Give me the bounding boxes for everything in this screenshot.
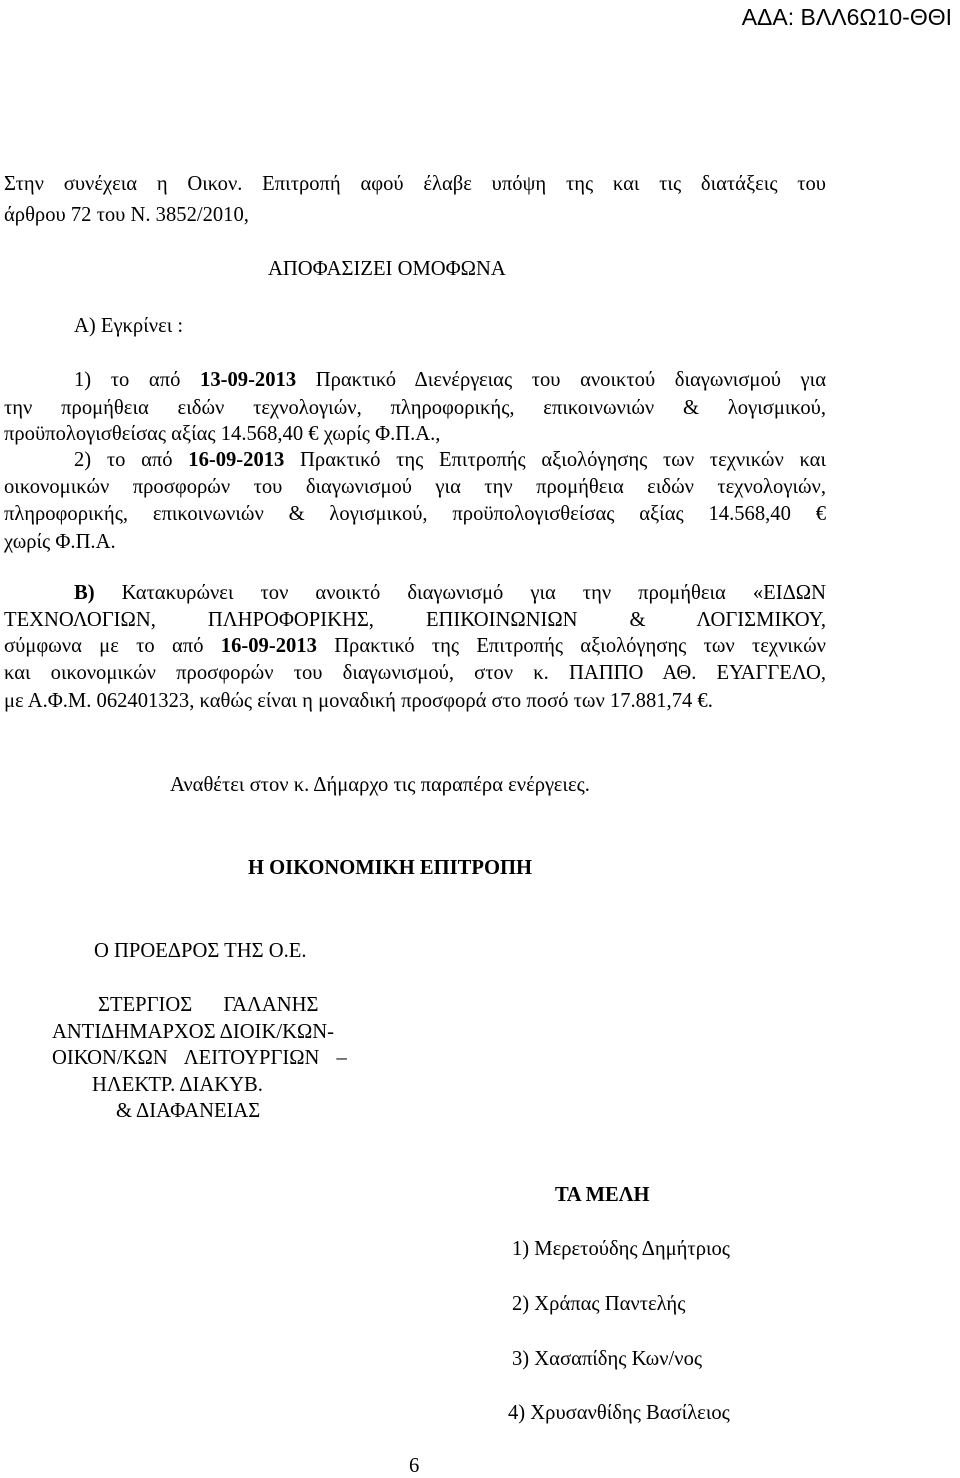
item2-line-3: πληροφορικής, επικοινωνιών & λογισμικού, προϋπολογισθείσας αξίας 14.568,40 € [4,503,826,525]
member-4: 4) Χρυσανθίδης Βασίλειος [508,1402,730,1424]
chair-role-3: ΗΛΕΚΤΡ. ΔΙΑΚΥΒ. [92,1074,263,1096]
chair-role-2: ΟΙΚΟΝ/ΚΩΝ ΛΕΙΤΟΥΡΓΙΩΝ – [52,1047,347,1069]
section-b-line-5: με Α.Φ.Μ. 062401323, καθώς είναι η μοναδική προσφορά στο ποσό των 17.881,74 €. [4,690,713,712]
section-b-label: Β) [74,582,95,604]
member-2: 2) Χράπας Παντελής [512,1293,686,1315]
page-number: 6 [409,1455,420,1477]
chair-name: ΣΤΕΡΓΙΟΣ ΓΑΛΑΝΗΣ [98,994,319,1016]
section-a-label: Α) Εγκρίνει : [74,315,184,337]
member-3: 3) Χασαπίδης Κων/νος [512,1348,703,1370]
assignment-text: Αναθέτει στον κ. Δήμαρχο τις παραπέρα ενέργειες. [170,774,590,796]
ada-code: ΑΔΑ: ΒΛΛ6Ω10-ΘΘΙ [741,4,952,30]
members-title: ΤΑ ΜΕΛΗ [555,1184,650,1206]
chair-role-1: ΑΝΤΙΔΗΜΑΡΧΟΣ ΔΙΟΙΚ/ΚΩΝ- [52,1021,335,1043]
intro-line-1: Στην συνέχεια η Οικον. Επιτροπή αφού έλαβε υπόψη της και τις διατάξεις του [4,173,826,195]
section-b-line-3: σύμφωνα με το από 16-09-2013 Πρακτικό της Επιτροπής αξιολόγησης των τεχνικών [4,635,826,657]
section-b-line-2: ΤΕΧΝΟΛΟΓΙΩΝ, ΠΛΗΡΟΦΟΡΙΚΗΣ, ΕΠΙΚΟΙΝΩΝΙΩΝ & ΛΟΓΙΣΜΙΚΟΥ, [4,609,826,631]
item1-line-1: 1) το από 13-09-2013 Πρακτικό Διενέργειας του ανοικτού διαγωνισμού για [74,369,826,391]
committee-title: Η ΟΙΚΟΝΟΜΙΚΗ ΕΠΙΤΡΟΠΗ [248,857,533,879]
item2-line-2: οικονομικών προσφορών του διαγωνισμού για την προμήθεια ειδών τεχνολογιών, [4,476,826,498]
item2-line-4: χωρίς Φ.Π.Α. [4,531,116,553]
item1-line-2: την προμήθεια ειδών τεχνολογιών, πληροφορικής, επικοινωνιών & λογισμικού, [4,397,826,419]
decision-heading: ΑΠΟΦΑΣΙΖΕΙ ΟΜΟΦΩΝΑ [268,258,506,280]
intro-line-2: άρθρου 72 του Ν. 3852/2010, [4,204,249,226]
member-1: 1) Μερετούδης Δημήτριος [512,1238,730,1260]
section-b-line-4: και οικονομικών προσφορών του διαγωνισμού, στον κ. ΠΑΠΠΟ ΑΘ. ΕΥΑΓΓΕΛΟ, [4,662,826,684]
item1-line-3: προϋπολογισθείσας αξίας 14.568,40 € χωρίς Φ.Π.Α., [4,423,441,445]
section-b-line-1: Β) Κατακυρώνει τον ανοικτό διαγωνισμό για την προμήθεια «ΕΙΔΩΝ [74,582,826,604]
chair-role-4: & ΔΙΑΦΑΝΕΙΑΣ [116,1100,261,1122]
item2-line-1: 2) το από 16-09-2013 Πρακτικό της Επιτροπής αξιολόγησης των τεχνικών και [74,449,826,471]
chair-title: Ο ΠΡΟΕΔΡΟΣ ΤΗΣ Ο.Ε. [94,940,307,962]
